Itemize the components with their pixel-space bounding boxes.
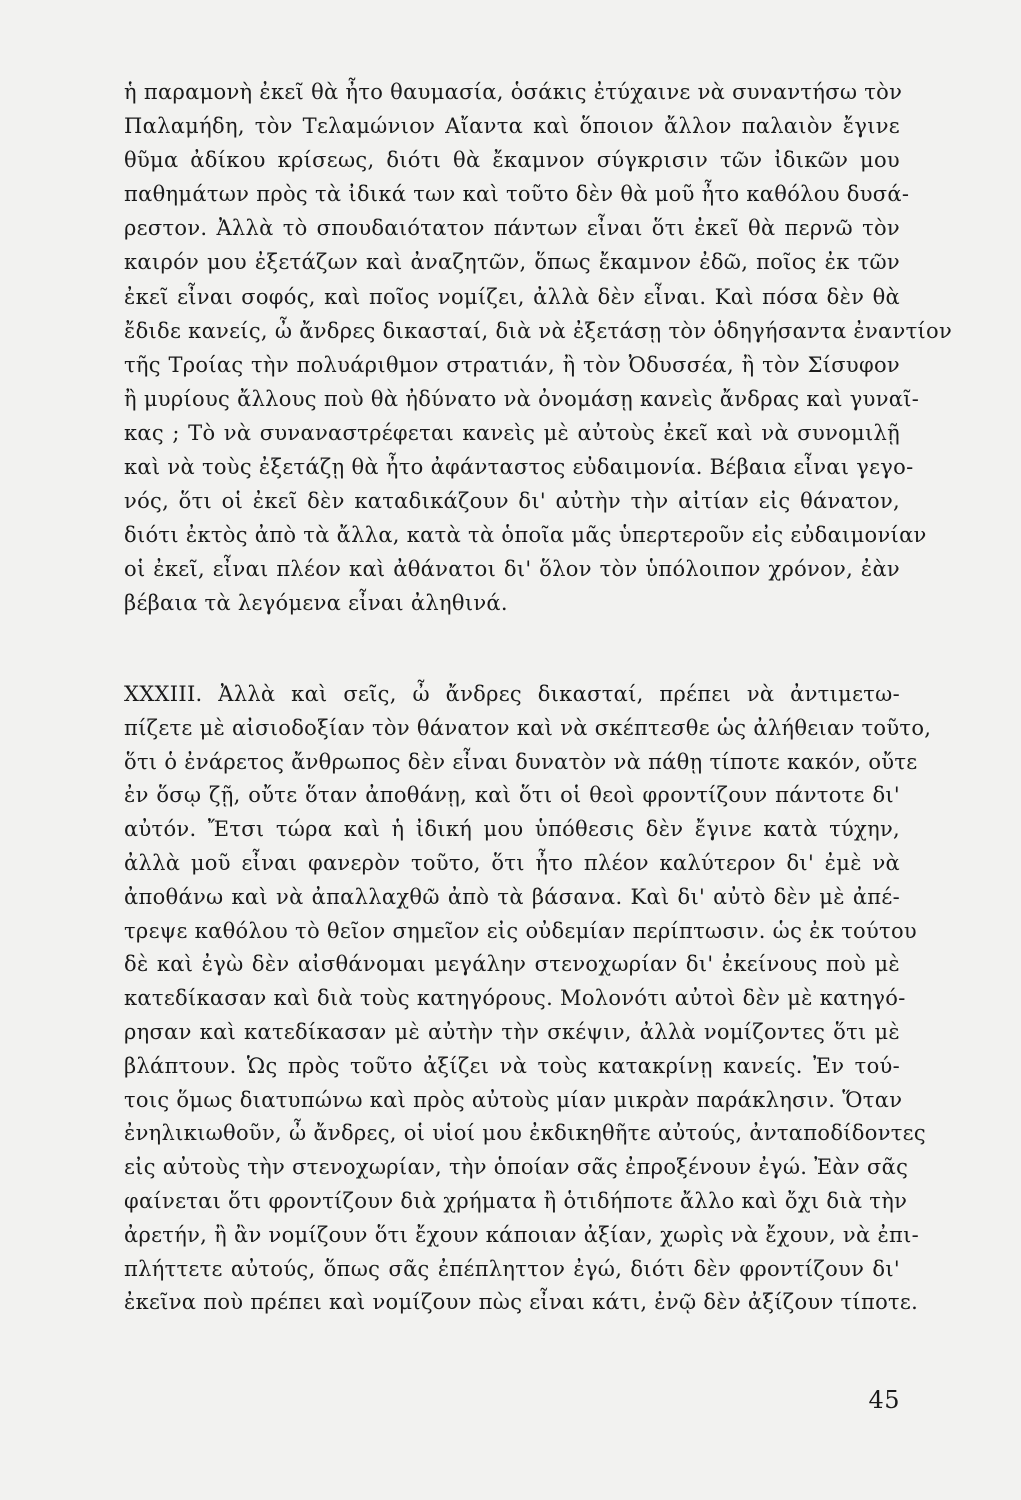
text-line: ἐνηλικιωθοῦν, ὦ ἄνδρες, οἱ υἱοί μου ἐκδικηθῆτε αὐτούς, ἀνταποδίδοντες [124, 1121, 926, 1146]
text-line: εἰς αὐτοὺς τὴν στενοχωρίαν, τὴν ὁποίαν σᾶς ἐπροξένουν ἐγώ. Ἐὰν σᾶς [124, 1155, 909, 1180]
text-line: ἀλλὰ μοῦ εἶναι φανερὸν τοῦτο, ὅτι ἦτο πλέον καλύτερον δι' ἐμὲ νὰ [124, 850, 900, 875]
text-line: νός, ὅτι οἱ ἐκεῖ δὲν καταδικάζουν δι' αὐτὴν τὴν αἰτίαν εἰς θάνατον, [124, 489, 900, 514]
text-line: XXXIII. Ἀλλὰ καὶ σεῖς, ὦ ἄνδρες δικασταί, πρέπει νὰ ἀντιμετω- [124, 682, 900, 706]
text-line: οἱ ἐκεῖ, εἶναι πλέον καὶ ἀθάνατοι δι' ὅλον τὸν ὑπόλοιπον χρόνον, ἐὰν [124, 557, 900, 582]
text-line: πίζετε μὲ αἰσιοδοξίαν τὸν θάνατον καὶ νὰ σκέπτεσθε ὡς ἀλήθειαν τοῦτο, [124, 715, 932, 740]
text-line: ἐκεῖνα ποὺ πρέπει καὶ νομίζουν πὼς εἶναι κάτι, ἐνῷ δὲν ἀξίζουν τίποτε. [124, 1290, 919, 1315]
text-line: ἀποθάνω καὶ νὰ ἀπαλλαχθῶ ἀπὸ τὰ βάσανα. Καὶ δι' αὐτὸ δὲν μὲ ἀπέ- [124, 884, 900, 909]
paragraph-1 [124, 75, 953, 621]
text-line: τρεψε καθόλου τὸ θεῖον σημεῖον εἰς οὐδεμίαν περίπτωσιν. ὡς ἐκ τούτου [124, 918, 917, 943]
text-line: πλήττετε αὐτούς, ὅπως σᾶς ἐπέπληττον ἐγώ, διότι δὲν φροντίζουν δι' [124, 1256, 900, 1281]
text-line: κατεδίκασαν καὶ διὰ τοὺς κατηγόρους. Μολονότι αὐτοὶ δὲν μὲ κατηγό- [124, 986, 906, 1011]
text-line: αὐτόν. Ἔτσι τώρα καὶ ἡ ἰδική μου ὑπόθεσις δὲν ἔγινε κατὰ τύχην, [124, 817, 900, 842]
text-line: τοις ὅμως διατυπώνω καὶ πρὸς αὐτοὺς μίαν μικρὰν παράκλησιν. Ὅταν [124, 1087, 903, 1112]
text-line: βλάπτουν. Ὡς πρὸς τοῦτο ἀξίζει νὰ τοὺς κατακρίνῃ κανείς. Ἐν τού- [124, 1053, 900, 1078]
text-line: τῆς Τροίας τὴν πολυάριθμον στρατιάν, ἢ τὸν Ὀδυσσέα, ἢ τὸν Σίσυφον [124, 352, 900, 377]
text-line: φαίνεται ὅτι φροντίζουν διὰ χρήματα ἢ ὁτιδήποτε ἄλλο καὶ ὄχι διὰ τὴν [124, 1188, 908, 1213]
text-line: ἀρετήν, ἢ ἂν νομίζουν ὅτι ἔχουν κάποιαν ἀξίαν, χωρὶς νὰ ἔχουν, νὰ ἐπι- [124, 1222, 920, 1247]
text-line: διότι ἐκτὸς ἀπὸ τὰ ἄλλα, κατὰ τὰ ὁποῖα μᾶς ὑπερτεροῦν εἰς εὐδαιμονίαν [124, 523, 927, 548]
text-line: ἡ παραμονὴ ἐκεῖ θὰ ἦτο θαυμασία, ὁσάκις ἐτύχαινε νὰ συναντήσω τὸν [124, 80, 903, 104]
text-line: δὲ καὶ ἐγὼ δὲν αἰσθάνομαι μεγάλην στενοχωρίαν δι' ἐκείνους ποὺ μὲ [124, 952, 900, 977]
text-line: θῦμα ἀδίκου κρίσεως, διότι θὰ ἔκαμνον σύγκρισιν τῶν ἰδικῶν μου [124, 148, 900, 173]
text-line: κας ; Τὸ νὰ συναναστρέφεται κανεὶς μὲ αὐτοὺς ἐκεῖ καὶ νὰ συνομιλῇ [124, 420, 900, 445]
text-line: ἐν ὅσῳ ζῇ, οὔτε ὅταν ἀποθάνῃ, καὶ ὅτι οἱ θεοὶ φροντίζουν πάντοτε δι' [124, 783, 900, 808]
text-line: ρησαν καὶ κατεδίκασαν μὲ αὐτὴν τὴν σκέψιν, ἀλλὰ νομίζοντες ὅτι μὲ [124, 1019, 900, 1044]
text-line: ἢ μυρίους ἄλλους ποὺ θὰ ἠδύνατο νὰ ὀνομάσῃ κανεὶς ἄνδρας καὶ γυναῖ- [124, 386, 920, 411]
text-line: καὶ νὰ τοὺς ἐξετάζῃ θὰ ἦτο ἀφάνταστος εὐδαιμονία. Βέβαια εἶναι γεγο- [124, 455, 914, 480]
text-line: ρεστον. Ἀλλὰ τὸ σπουδαιότατον πάντων εἶναι ὅτι ἐκεῖ θὰ περνῶ τὸν [124, 216, 900, 241]
text-line: ἐκεῖ εἶναι σοφός, καὶ ποῖος νομίζει, ἀλλὰ δὲν εἶναι. Καὶ πόσα δὲν θὰ [124, 284, 900, 309]
text-line: βέβαια τὰ λεγόμενα εἶναι ἀληθινά. [124, 591, 508, 616]
text-line: Παλαμήδη, τὸν Τελαμώνιον Αἴαντα καὶ ὅποιον ἄλλον παλαιὸν ἔγινε [124, 114, 900, 139]
paragraph-2 [124, 678, 932, 1320]
text-line: παθημάτων πρὸς τὰ ἰδικά των καὶ τοῦτο δὲν θὰ μοῦ ἦτο καθόλου δυσά- [124, 182, 910, 207]
page-number: 45 [868, 1386, 900, 1414]
text-line: ἔδιδε κανείς, ὦ ἄνδρες δικασταί, διὰ νὰ ἐξετάσῃ τὸν ὁδηγήσαντα ἐναντίον [124, 318, 953, 343]
text-line: ὅτι ὁ ἐνάρετος ἄνθρωπος δὲν εἶναι δυνατὸν νὰ πάθῃ τίποτε κακόν, οὔτε [124, 749, 918, 774]
text-line: καιρόν μου ἐξετάζων καὶ ἀναζητῶν, ὅπως ἔκαμνον ἐδῶ, ποῖος ἐκ τῶν [124, 250, 900, 275]
